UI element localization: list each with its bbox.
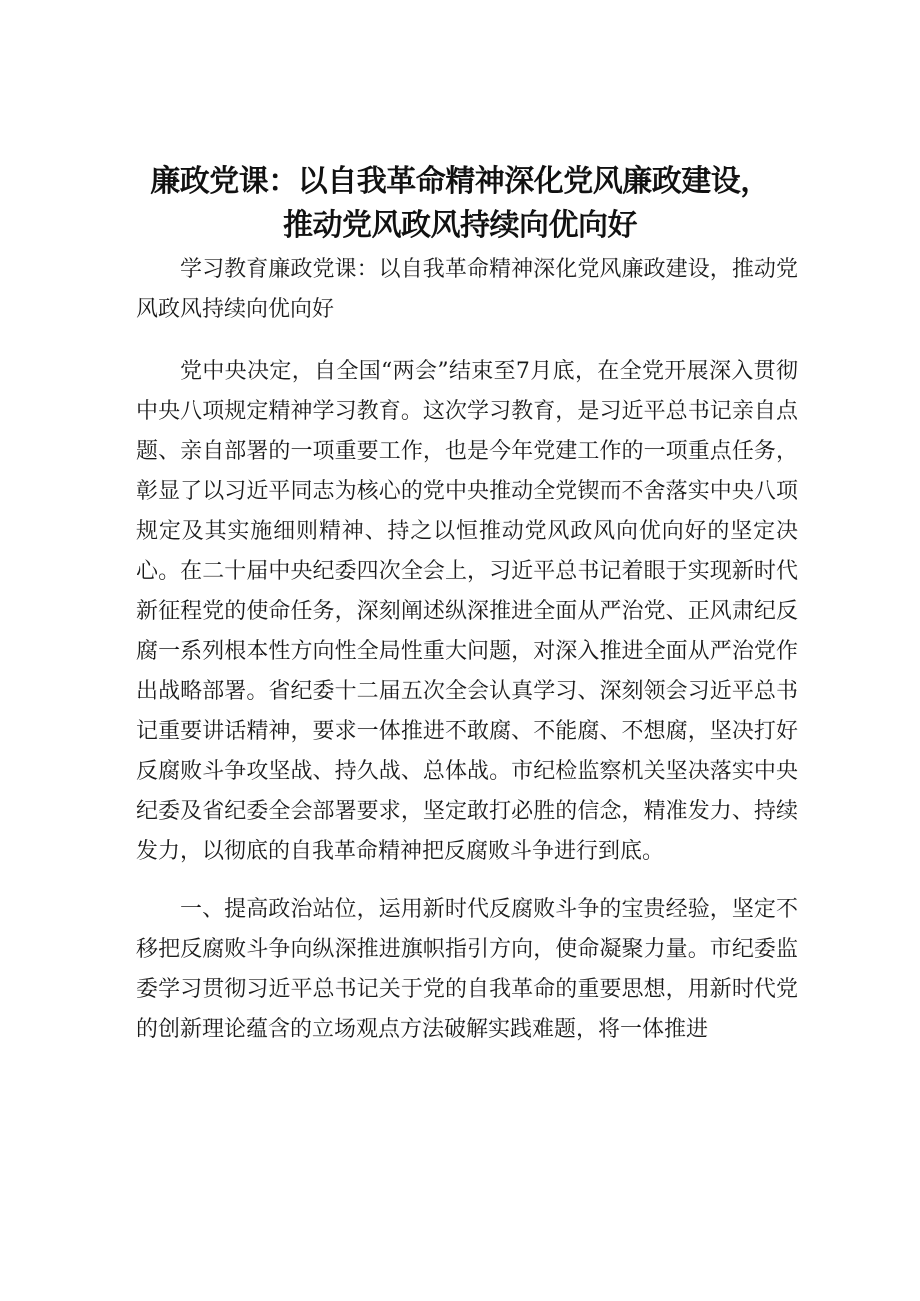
paragraph-intro: 学习教育廉政党课：以自我革命精神深化党风廉政建设，推动党风政风持续向优向好 — [136, 257, 798, 322]
document-body — [136, 250, 798, 1068]
title-line-2: 推动党风政风持续向优向好 — [283, 208, 637, 243]
title-line-1: 廉政党课：以自我革命精神深化党风廉政建设， — [150, 164, 770, 199]
document-title — [120, 160, 800, 248]
paragraph-section-one: 一、提高政治站位，运用新时代反腐败斗争的宝贵经验，坚定不移把反腐败斗争向纵深推进旗帜指引方向，使命凝聚力量。市纪委监委学习贯彻习近平总书记关于党的自我革命的重要思想，用新时代党的创新理论蕴含的立场观点方法破解实践难题，将一体推进 — [136, 897, 798, 1042]
paragraph-background: 党中央决定，自全国“两会”结束至7月底，在全党开展深入贯彻中央八项规定精神学习教育。这次学习教育，是习近平总书记亲自点题、亲自部署的一项重要工作，也是今年党建工作的一项重点任务，彰显了以习近平同志为核心的党中央推动全党锲而不舍落实中央八项规定及其实施细则精神、持之以恒推动党风政风向优向好的坚定决心。在二十届中央纪委四次全会上，习近平总书记着眼于实现新时代新征程党的使命任务，深刻阐述纵深推进全面从严治党、正风肃纪反腐一系列根本性方向性全局性重大问题，对深入推进全面从严治党作出战略部署。省纪委十二届五次全会认真学习、深刻领会习近平总书记重要讲话精神，要求一体推进不敢腐、不能腐、不想腐，坚决打好反腐败斗争攻坚战、持久战、总体战。市纪检监察机关坚决落实中央纪委及省纪委全会部署要求，坚定敢打必胜的信念，精准发力、持续发力，以彻底的自我革命精神把反腐败斗争进行到底。 — [136, 359, 798, 864]
